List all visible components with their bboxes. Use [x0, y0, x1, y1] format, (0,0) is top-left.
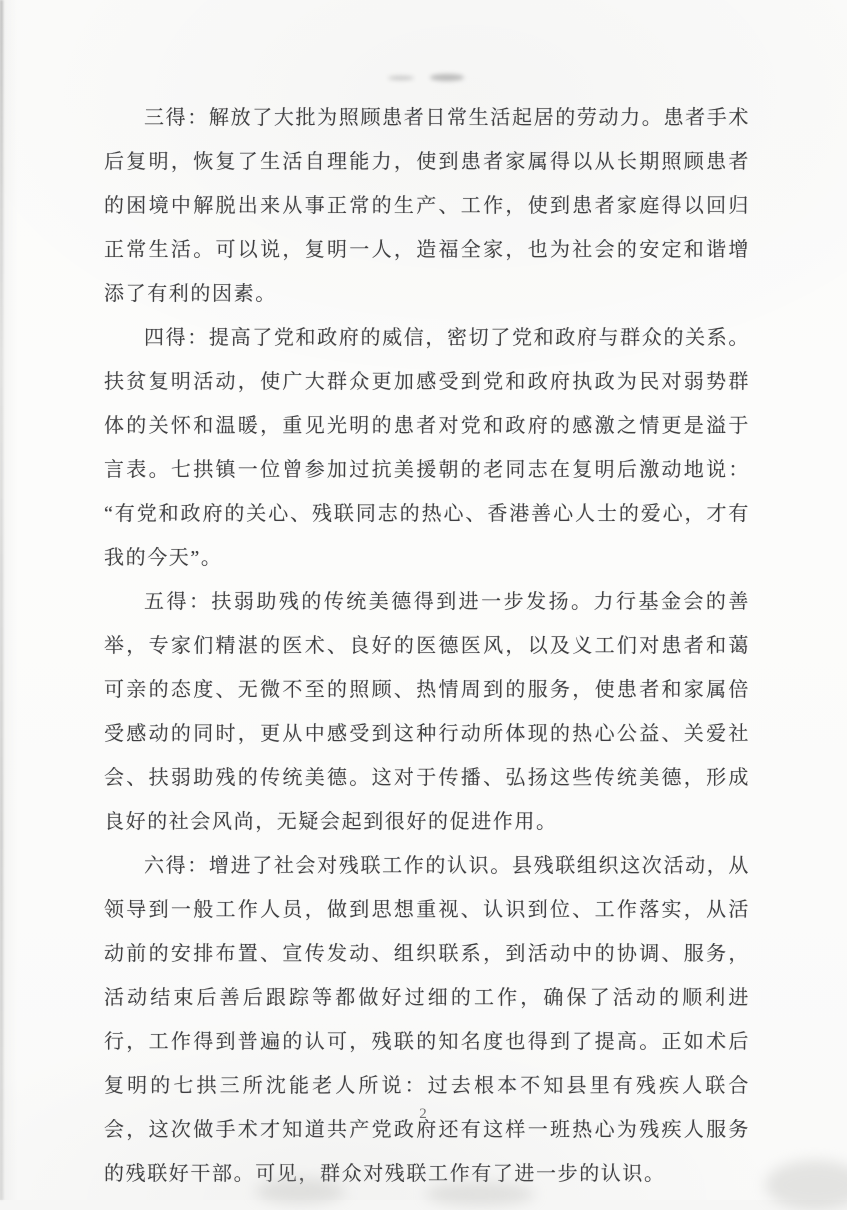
paragraph-san-de: 三得：解放了大批为照顾患者日常生活起居的劳动力。患者手术后复明，恢复了生活自理能力，使到患者家属得以从长期照顾患者的困境中解脱出来从事正常的生产、工作，使到患者家庭得以回归正常生活。可以说，复明一人，造福全家，也为社会的安定和谐增添了有利的因素。 [104, 107, 750, 305]
paragraph-wu-de: 五得：扶弱助残的传统美德得到进一步发扬。力行基金会的善举，专家们精湛的医术、良好的医德医风，以及义工们对患者和蔼可亲的态度、无微不至的照顾、热情周到的服务，使患者和家属倍受感动的同时，更从中感受到这种行动所体现的热心公益、关爱社会、扶弱助残的传统美德。这对于传播、弘扬这些传统美德，形成良好的社会风尚，无疑会起到很好的促进作用。 [104, 591, 750, 833]
page-number: 2 [419, 1106, 428, 1122]
scan-blot [425, 1182, 535, 1206]
paragraph-liu-de: 六得：增进了社会对残联工作的认识。县残联组织这次活动，从领导到一般工作人员，做到思想重视、认识到位、工作落实，从活动前的安排布置、宣传发动、组织联系，到活动中的协调、服务，活动结束后善后跟踪等都做好过细的工作，确保了活动的顺利进行，工作得到普遍的认可，残联的知名度也得到了提高。正如术后复明的七拱三所沈能老人所说：过去根本不知县里有残疾人联合会，这次做手术才知道共产党政府还有这样一班热心为残疾人服务的残联好干部。可见，群众对残联工作有了进一步的认识。 [104, 855, 750, 1185]
scan-blot [255, 1178, 345, 1204]
scan-smudge [430, 74, 464, 81]
scan-edge-shadow [0, 0, 3, 1200]
document-body [104, 96, 750, 1196]
scan-smudge [388, 76, 414, 80]
paragraph-si-de: 四得：提高了党和政府的威信，密切了党和政府与群众的关系。扶贫复明活动，使广大群众更加感受到党和政府执政为民对弱势群体的关怀和温暖，重见光明的患者对党和政府的感激之情更是溢于言表。七拱镇一位曾参加过抗美援朝的老同志在复明后激动地说：“有党和政府的关心、残联同志的热心、香港善心人士的爱心，才有我的今天”。 [104, 327, 750, 569]
scan-blot [765, 1160, 847, 1210]
